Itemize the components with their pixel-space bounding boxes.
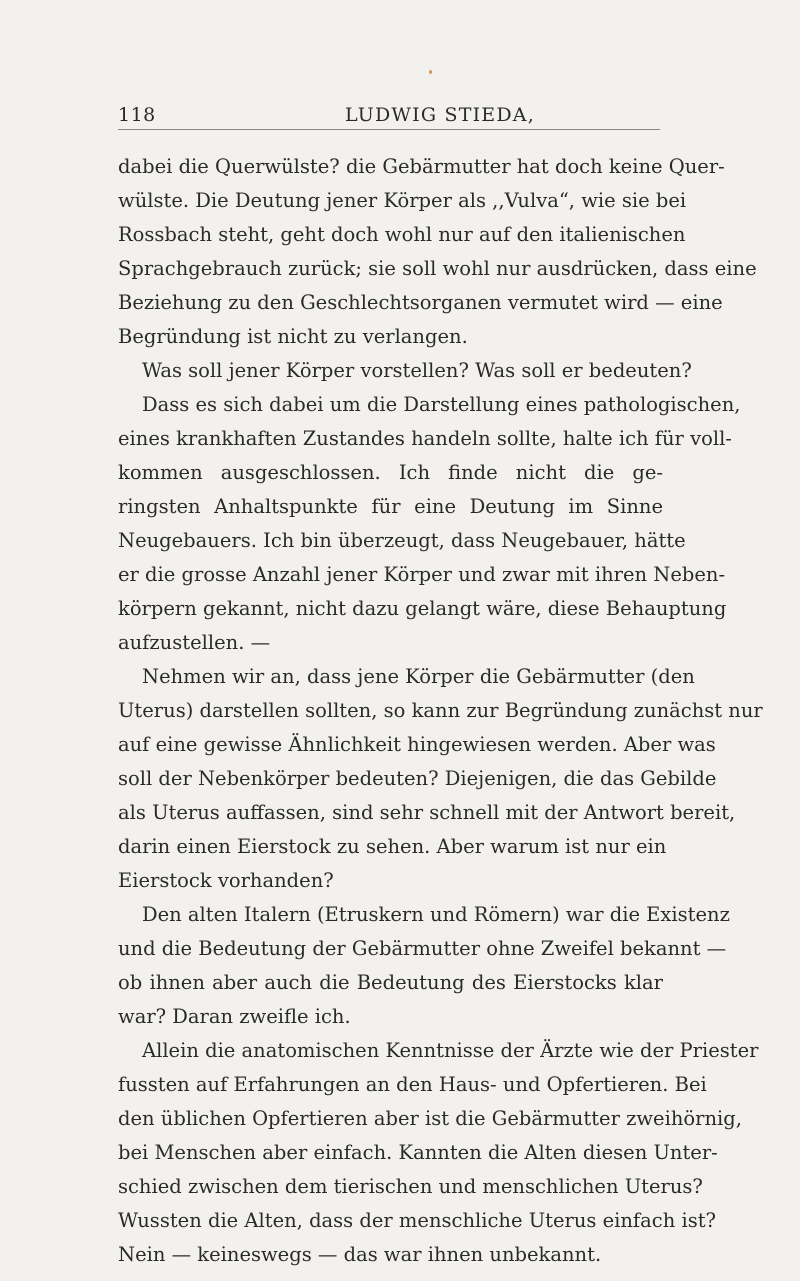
text-line: dabei die Querwülste? die Gebärmutter hat doch keine Quer- — [118, 155, 725, 178]
body-text — [118, 150, 763, 1272]
text-line: darin einen Eierstock zu sehen. Aber warum ist nur ein — [118, 835, 667, 858]
text-line: Allein die anatomischen Kenntnisse der Ärzte wie der Priester — [142, 1039, 759, 1062]
text-line: kommen ausgeschlossen. Ich finde nicht die ge- — [118, 461, 663, 484]
text-line: Nein — keineswegs — das war ihnen unbekannt. — [118, 1243, 602, 1266]
text-line: ringsten Anhaltspunkte für eine Deutung im Sinne — [118, 495, 663, 518]
text-line: Rossbach steht, geht doch wohl nur auf den italienischen — [118, 223, 686, 246]
print-speck — [429, 70, 432, 74]
text-line: Eierstock vorhanden? — [118, 869, 334, 892]
text-line: Dass es sich dabei um die Darstellung eines pathologischen, — [142, 393, 741, 416]
text-line: ob ihnen aber auch die Bedeutung des Eierstocks klar — [118, 971, 663, 994]
text-line: fussten auf Erfahrungen an den Haus- und Opfertieren. Bei — [118, 1073, 707, 1096]
text-line: Was soll jener Körper vorstellen? Was soll er bedeuten? — [142, 359, 692, 382]
text-line: wülste. Die Deutung jener Körper als ,,Vulva“, wie sie bei — [118, 189, 687, 212]
text-line: eines krankhaften Zustandes handeln sollte, halte ich für voll- — [118, 427, 732, 450]
text-line: Sprachgebrauch zurück; sie soll wohl nur ausdrücken, dass eine — [118, 257, 757, 280]
page-number: 118 — [118, 104, 156, 126]
text-line: als Uterus auffassen, sind sehr schnell mit der Antwort bereit, — [118, 801, 736, 824]
text-line: Wussten die Alten, dass der menschliche Uterus einfach ist? — [118, 1209, 716, 1232]
text-line: den üblichen Opfertieren aber ist die Gebärmutter zweihörnig, — [118, 1107, 742, 1130]
text-line: auf eine gewisse Ähnlichkeit hingewiesen werden. Aber was — [118, 733, 716, 756]
text-line: war? Daran zweifle ich. — [118, 1005, 351, 1028]
running-head: LUDWIG STIEDA, — [345, 104, 535, 126]
text-line: aufzustellen. — — [118, 631, 271, 654]
text-line: Den alten Italern (Etruskern und Römern) war die Existenz — [142, 903, 730, 926]
text-line: körpern gekannt, nicht dazu gelangt wäre, diese Behauptung — [118, 597, 727, 620]
text-line: schied zwischen dem tierischen und menschlichen Uterus? — [118, 1175, 703, 1198]
text-line: er die grosse Anzahl jener Körper und zwar mit ihren Neben- — [118, 563, 726, 586]
header-rule — [118, 129, 660, 130]
text-line: soll der Nebenkörper bedeuten? Diejenigen, die das Gebilde — [118, 767, 717, 790]
text-line: und die Bedeutung der Gebärmutter ohne Zweifel bekannt — — [118, 937, 727, 960]
text-line: Begründung ist nicht zu verlangen. — [118, 325, 468, 348]
text-line: Neugebauers. Ich bin überzeugt, dass Neugebauer, hätte — [118, 529, 686, 552]
text-line: Beziehung zu den Geschlechtsorganen vermutet wird — eine — [118, 291, 723, 314]
text-line: bei Menschen aber einfach. Kannten die Alten diesen Unter- — [118, 1141, 718, 1164]
page-header — [118, 90, 660, 130]
text-line: Nehmen wir an, dass jene Körper die Gebärmutter (den — [142, 665, 695, 688]
text-line: Uterus) darstellen sollten, so kann zur Begründung zunächst nur — [118, 699, 763, 722]
